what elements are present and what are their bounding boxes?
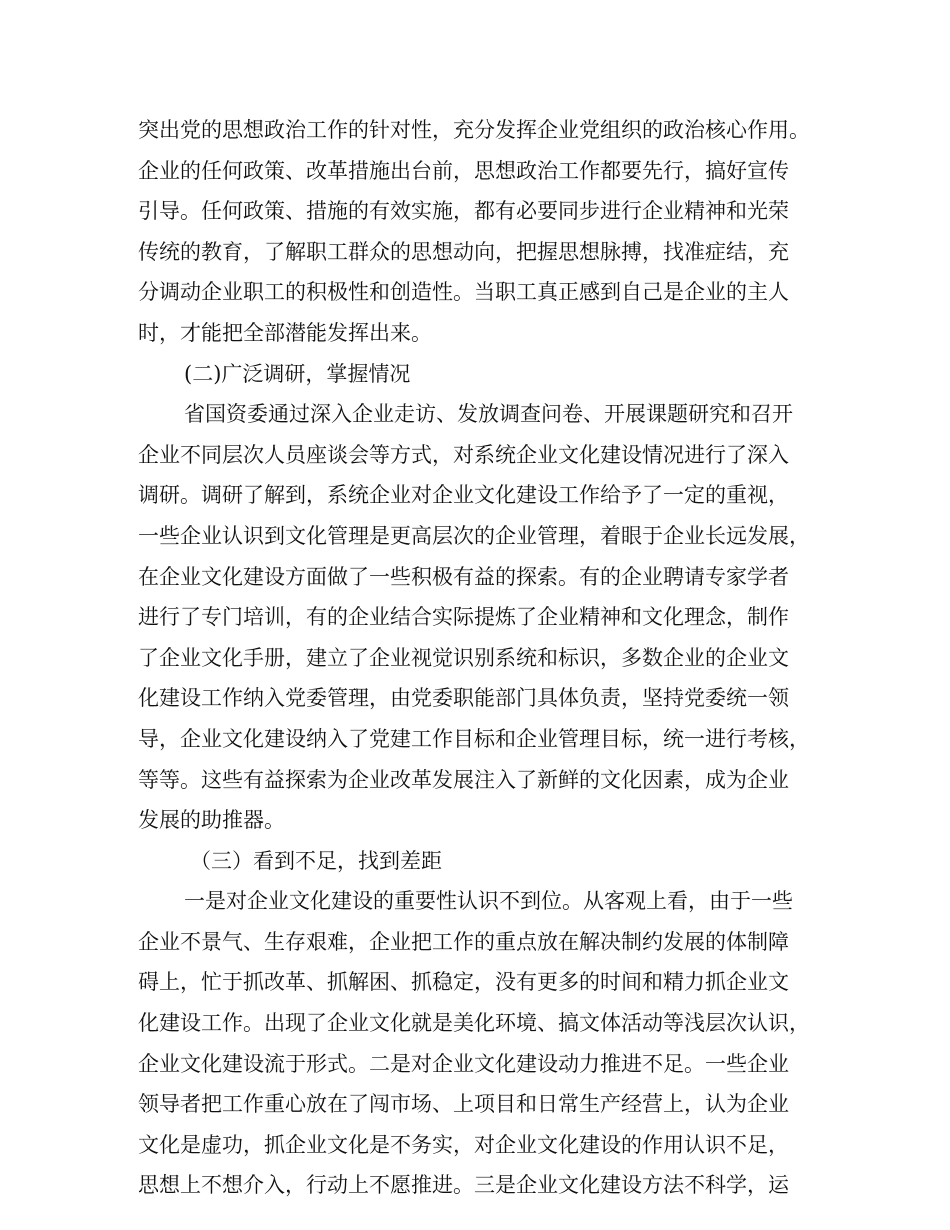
- text-line: 在企业文化建设方面做了一些积极有益的探索。有的企业聘请专家学者: [138, 564, 789, 589]
- text-line: 分调动企业职工的积极性和创造性。当职工真正感到自己是企业的主人: [138, 280, 789, 305]
- text-line: 企业不同层次人员座谈会等方式，对系统企业文化建设情况进行了深入: [138, 442, 789, 467]
- text-line: 引导。任何政策、措施的有效实施，都有必要同步进行企业精神和光荣: [138, 199, 789, 224]
- text-line: 碍上，忙于抓改革、抓解困、抓稳定，没有更多的时间和精力抓企业文: [138, 970, 789, 995]
- text-line: 导，企业文化建设纳入了党建工作目标和企业管理目标，统一进行考核，: [138, 726, 810, 751]
- text-line: 突出党的思想政治工作的针对性，充分发挥企业党组织的政治核心作用。: [138, 118, 810, 142]
- text-line: 等等。这些有益探索为企业改革发展注入了新鲜的文化因素，成为企业: [138, 767, 789, 792]
- text-line: 一是对企业文化建设的重要性认识不到位。从客观上看，由于一些: [184, 889, 793, 914]
- body-text: [138, 110, 828, 1206]
- text-line: 了企业文化手册，建立了企业视觉识别系统和标识，多数企业的企业文: [138, 645, 789, 670]
- text-line: 省国资委通过深入企业走访、发放调查问卷、开展课题研究和召开: [184, 402, 793, 427]
- text-line: 调研。调研了解到，系统企业对企业文化建设工作给予了一定的重视，: [138, 483, 789, 508]
- text-line: 化建设工作纳入党委管理，由党委职能部门具体负责，坚持党委统一领: [138, 686, 789, 711]
- section-heading: （三）看到不足，找到差距: [190, 848, 442, 873]
- text-line: 传统的教育，了解职工群众的思想动向，把握思想脉搏，找准症结，充: [138, 239, 789, 264]
- text-line: 进行了专门培训，有的企业结合实际提炼了企业精神和文化理念，制作: [138, 605, 789, 630]
- text-line: 企业的任何政策、改革措施出台前，思想政治工作都要先行，搞好宣传: [138, 158, 789, 183]
- text-line: 企业文化建设流于形式。二是对企业文化建设动力推进不足。一些企业: [138, 1051, 789, 1076]
- text-line: 发展的助推器。: [138, 808, 285, 833]
- text-line: 领导者把工作重心放在了闯市场、上项目和日常生产经营上，认为企业: [138, 1092, 789, 1117]
- text-line: 化建设工作。出现了企业文化就是美化环境、搞文体活动等浅层次认识，: [138, 1011, 810, 1036]
- text-line: 一些企业认识到文化管理是更高层次的企业管理，着眼于企业长远发展，: [138, 523, 810, 548]
- section-heading: (二)广泛调研，掌握情况: [184, 361, 411, 386]
- text-line: 文化是虚功，抓企业文化是不务实，对企业文化建设的作用认识不足，: [138, 1132, 789, 1157]
- text-line: 时，才能把全部潜能发挥出来。: [138, 320, 432, 345]
- text-line: 思想上不想介入，行动上不愿推进。三是企业文化建设方法不科学，运: [138, 1173, 789, 1198]
- text-line: 企业不景气、生存艰难，企业把工作的重点放在解决制约发展的体制障: [138, 929, 789, 954]
